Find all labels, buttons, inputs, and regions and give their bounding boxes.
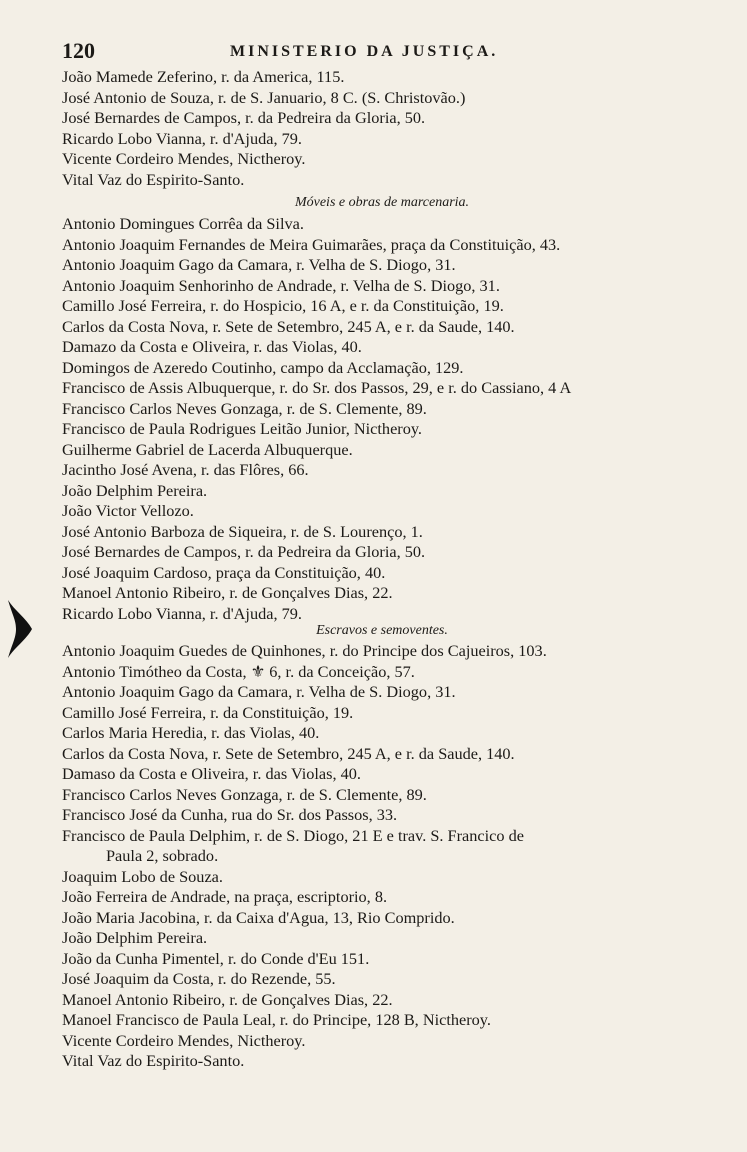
list-item: Francisco Carlos Neves Gonzaga, r. de S. Clemente, 89. bbox=[62, 398, 427, 418]
list-item: Antonio Joaquim Gago da Camara, r. Velha de S. Diogo, 31. bbox=[62, 255, 456, 274]
list-item: Francisco de Paula Rodrigues Leitão Junior, Nictheroy. bbox=[62, 419, 423, 438]
list-item: João Delphim Pereira. bbox=[62, 480, 208, 500]
list-item: João Delphim Pereira. bbox=[62, 928, 208, 947]
list-item-continuation: Paula 2, sobrado. bbox=[106, 846, 219, 865]
list-item: Camillo José Ferreira, r. do Hospicio, 16 A, e r. da Constituição, 19. bbox=[62, 296, 504, 315]
list-item: João Victor Vellozo. bbox=[62, 501, 194, 520]
list-item: Ricardo Lobo Vianna, r. d'Ajuda, 79. bbox=[62, 128, 302, 148]
page-number: 120 bbox=[62, 38, 95, 63]
list-item: José Antonio Barboza de Siqueira, r. de S. Lourenço, 1. bbox=[62, 521, 423, 541]
list-item: José Bernardes de Campos, r. da Pedreira da Gloria, 50. bbox=[62, 108, 426, 127]
list-item: Vicente Cordeiro Mendes, Nictheroy. bbox=[62, 149, 306, 168]
running-head: MINISTERIO DA JUSTIÇA. bbox=[230, 43, 499, 60]
list-item: João Ferreira de Andrade, na praça, escriptorio, 8. bbox=[62, 887, 388, 906]
list-item: Vital Vaz do Espirito-Santo. bbox=[62, 169, 245, 189]
list-continuation bbox=[62, 67, 702, 190]
list-item: Ricardo Lobo Vianna, r. d'Ajuda, 79. bbox=[62, 603, 302, 623]
list-item: José Joaquim Cardoso, praça da Constituição, 40. bbox=[62, 562, 386, 582]
list-item: Vicente Cordeiro Mendes, Nictheroy. bbox=[62, 1030, 306, 1050]
list-item: Antonio Joaquim Gago da Camara, r. Velha de S. Diogo, 31. bbox=[62, 682, 456, 701]
list-item: Vital Vaz do Espirito-Santo. bbox=[62, 1051, 245, 1070]
list-item: José Antonio de Souza, r. de S. Januario, 8 C. (S. Christovão.) bbox=[62, 87, 466, 107]
list-item: João Maria Jacobina, r. da Caixa d'Agua, 13, Rio Comprido. bbox=[62, 907, 455, 927]
list-item: Guilherme Gabriel de Lacerda Albuquerque. bbox=[62, 439, 353, 459]
list-item: João Mamede Zeferino, r. da America, 115. bbox=[62, 67, 345, 86]
section-heading-escravos: Escravos e semoventes. bbox=[316, 623, 448, 638]
list-item: Antonio Domingues Corrêa da Silva. bbox=[62, 214, 304, 233]
list-item: Francisco de Assis Albuquerque, r. do Sr. dos Passos, 29, e r. do Cassiano, 4 A bbox=[62, 378, 572, 397]
list-item: José Joaquim da Costa, r. do Rezende, 55. bbox=[62, 969, 336, 988]
list-item: Francisco Carlos Neves Gonzaga, r. de S. Clemente, 89. bbox=[62, 784, 427, 804]
list-item: Francisco de Paula Delphim, r. de S. Diogo, 21 E e trav. S. Francico de bbox=[62, 825, 524, 845]
section-heading-moveis: Móveis e obras de marcenaria. bbox=[294, 195, 470, 210]
list-item: Francisco José da Cunha, rua do Sr. dos Passos, 33. bbox=[62, 805, 398, 824]
list-item: João da Cunha Pimentel, r. do Conde d'Eu 151. bbox=[62, 948, 370, 968]
list-item: Carlos Maria Heredia, r. das Violas, 40. bbox=[62, 723, 320, 742]
list-item: Manoel Antonio Ribeiro, r. de Gonçalves Dias, 22. bbox=[62, 583, 393, 602]
list-moveis bbox=[62, 214, 702, 624]
list-item: Joaquim Lobo de Souza. bbox=[62, 866, 223, 886]
list-escravos bbox=[62, 641, 702, 1072]
page-header bbox=[62, 38, 702, 68]
list-item: Carlos da Costa Nova, r. Sete de Setembro, 245 A, e r. da Saude, 140. bbox=[62, 316, 515, 336]
list-item: José Bernardes de Campos, r. da Pedreira da Gloria, 50. bbox=[62, 542, 426, 561]
list-item: Jacintho José Avena, r. das Flôres, 66. bbox=[62, 460, 309, 479]
list-item: Carlos da Costa Nova, r. Sete de Setembro, 245 A, e r. da Saude, 140. bbox=[62, 743, 515, 763]
margin-mark bbox=[4, 598, 36, 660]
list-item: Domingos de Azeredo Coutinho, campo da Acclamação, 129. bbox=[62, 357, 464, 377]
list-item: Damazo da Costa e Oliveira, r. das Violas, 40. bbox=[62, 337, 362, 356]
list-item: Antonio Timótheo da Costa, ⚜ 6, r. da Conceição, 57. bbox=[62, 661, 415, 681]
list-item: Manoel Francisco de Paula Leal, r. do Principe, 128 B, Nictheroy. bbox=[62, 1010, 491, 1029]
list-item: Camillo José Ferreira, r. da Constituição, 19. bbox=[62, 702, 354, 722]
list-item: Antonio Joaquim Guedes de Quinhones, r. do Principe dos Cajueiros, 103. bbox=[62, 641, 547, 660]
list-item: Antonio Joaquim Fernandes de Meira Guimarães, praça da Constituição, 43. bbox=[62, 234, 561, 254]
list-item: Manoel Antonio Ribeiro, r. de Gonçalves Dias, 22. bbox=[62, 989, 393, 1009]
list-item: Antonio Joaquim Senhorinho de Andrade, r. Velha de S. Diogo, 31. bbox=[62, 275, 500, 295]
list-item: Damaso da Costa e Oliveira, r. das Violas, 40. bbox=[62, 764, 361, 783]
